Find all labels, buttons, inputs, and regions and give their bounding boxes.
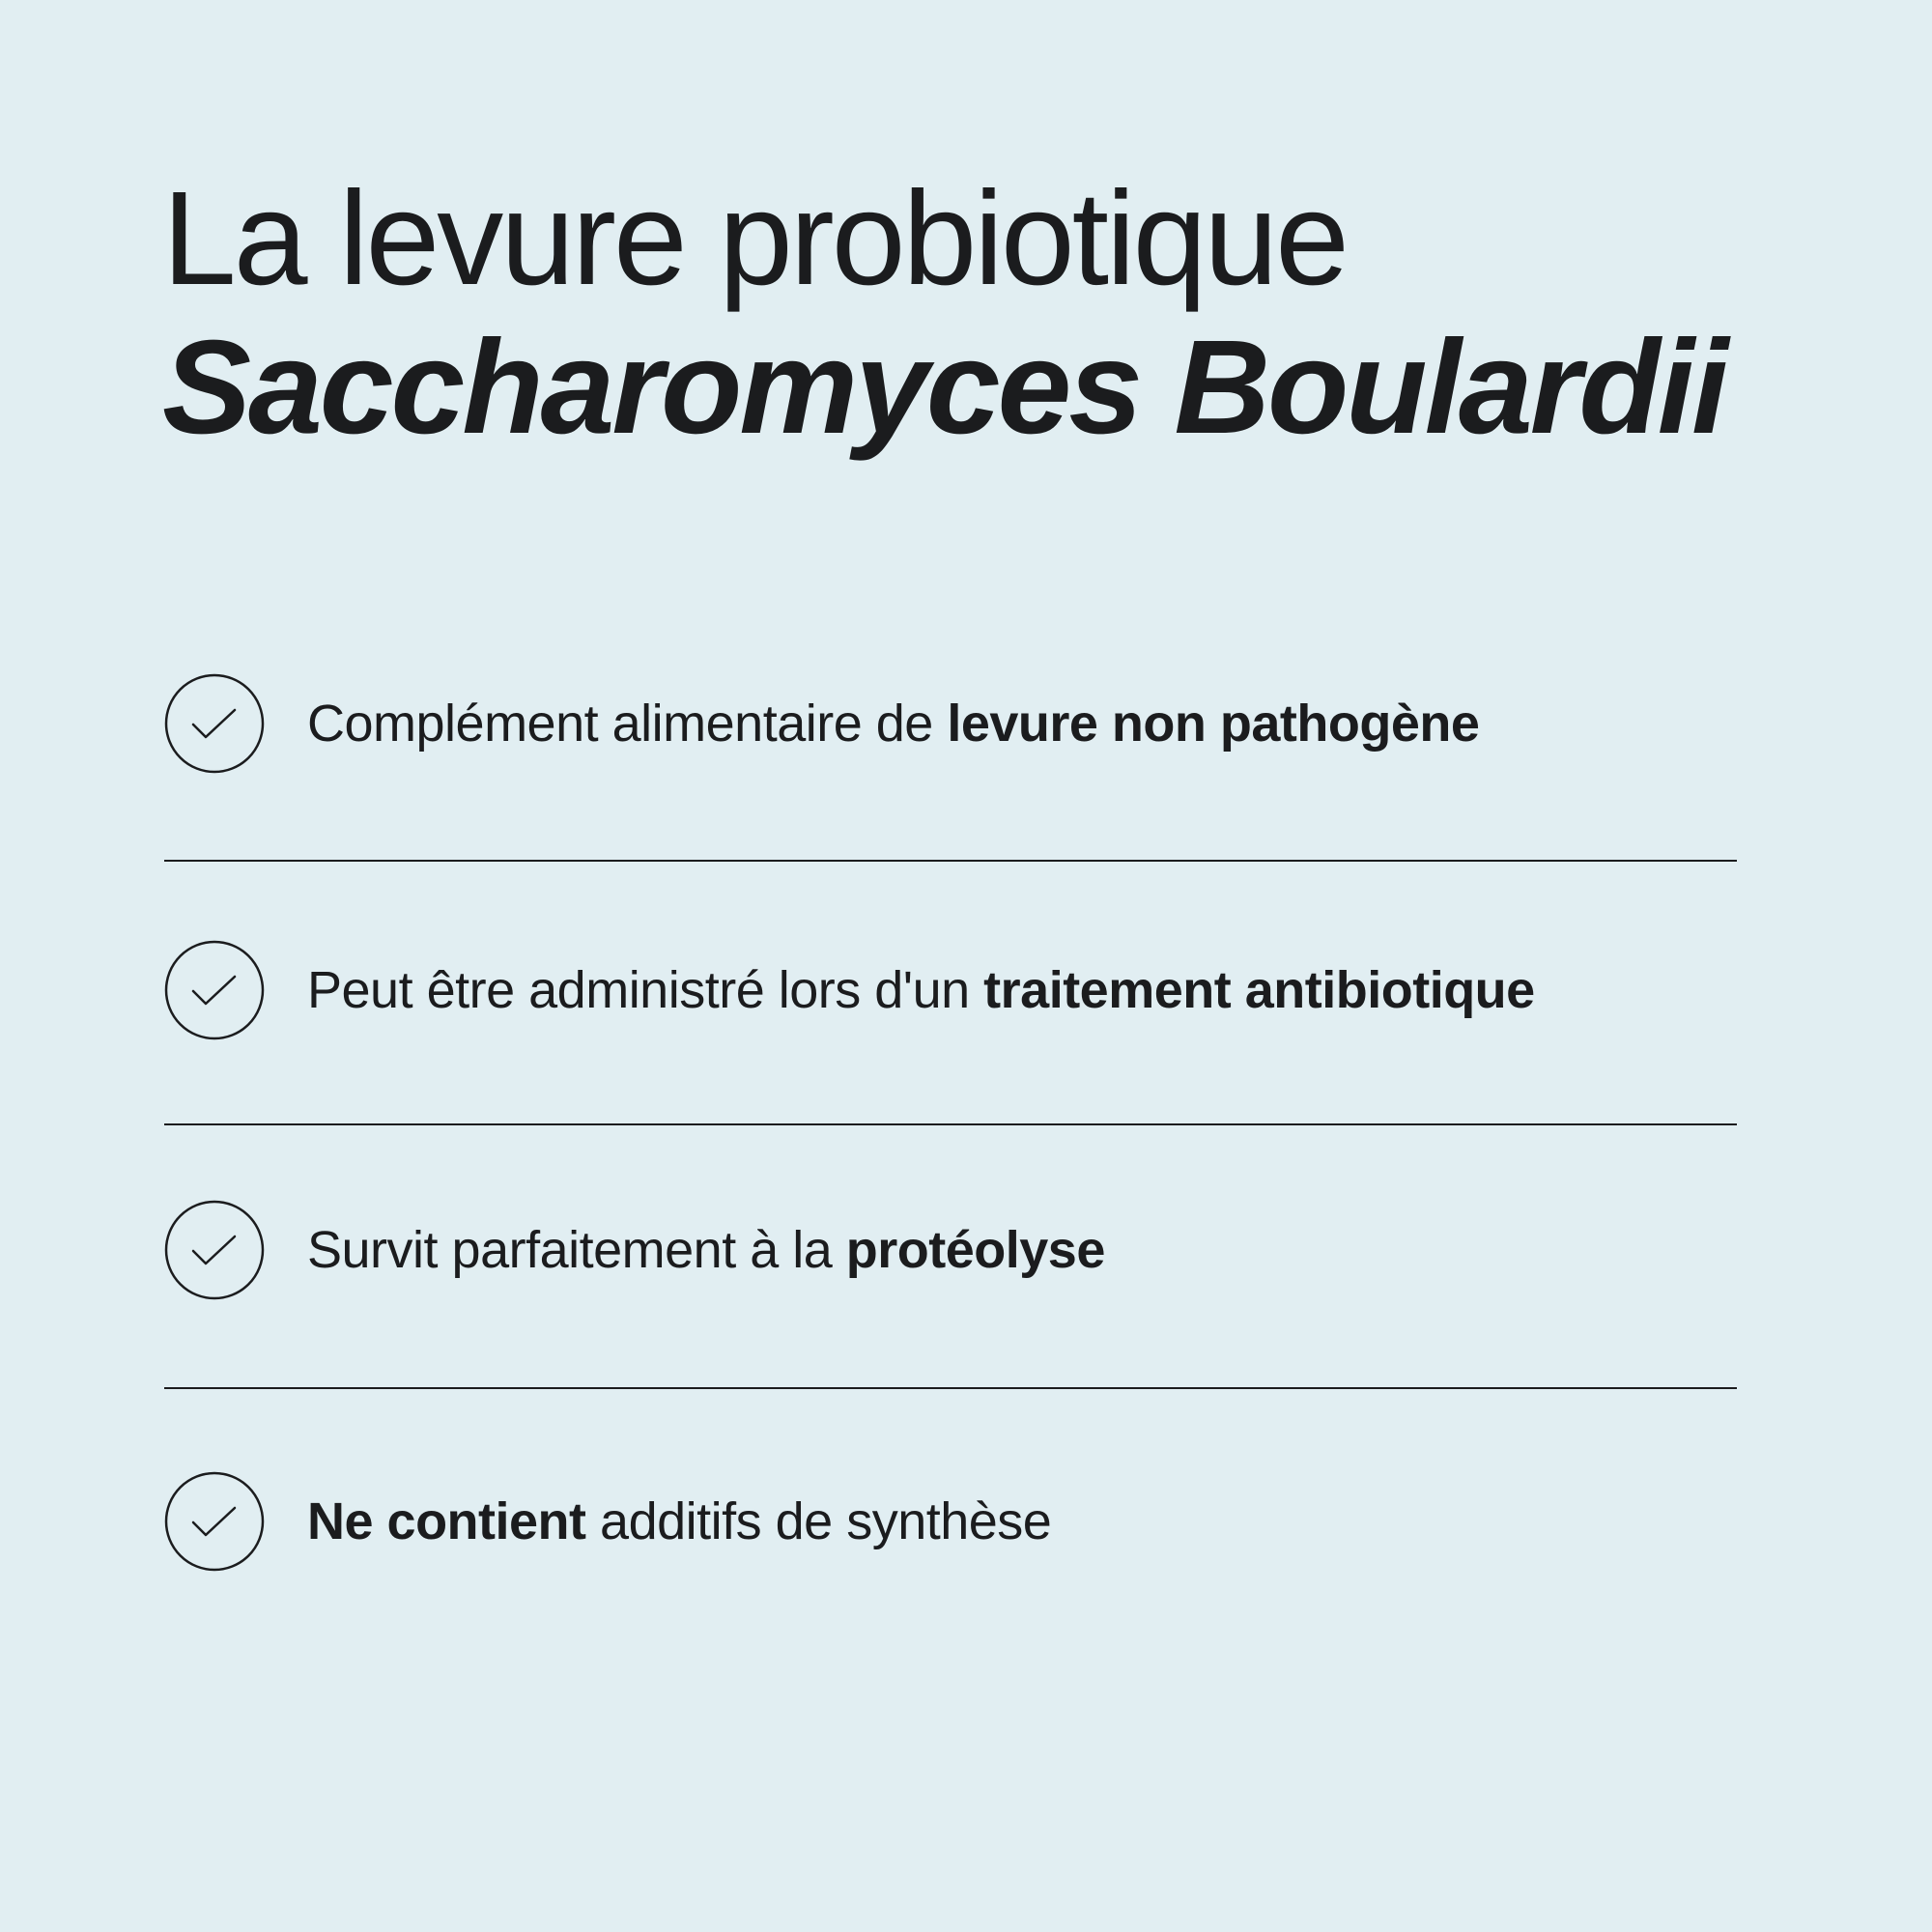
feature-text <box>307 960 1535 1020</box>
feature-text-regular: Complément alimentaire de <box>307 695 948 753</box>
check-circle-icon <box>164 673 265 774</box>
page-title <box>162 164 1726 462</box>
feature-text-bold: Ne contient <box>307 1492 586 1550</box>
feature-text <box>307 694 1479 753</box>
feature-text-bold: protéolyse <box>845 1221 1105 1279</box>
feature-item <box>164 673 1737 774</box>
feature-text-bold: levure non pathogène <box>947 695 1480 753</box>
feature-item <box>164 1471 1737 1572</box>
feature-text-bold: traitement antibiotique <box>983 961 1535 1019</box>
feature-item <box>164 940 1737 1040</box>
feature-text <box>307 1492 1051 1551</box>
title-line-2: Saccharomyces Boulardii <box>162 313 1726 462</box>
check-circle-icon <box>164 1471 265 1572</box>
check-circle-icon <box>164 940 265 1040</box>
check-circle-icon <box>164 1200 265 1300</box>
divider <box>164 1123 1737 1125</box>
divider <box>164 860 1737 862</box>
title-line-1: La levure probiotique <box>162 164 1347 313</box>
feature-text <box>307 1220 1105 1280</box>
feature-text-regular: Survit parfaitement à la <box>307 1221 846 1279</box>
feature-text-regular: additifs de synthèse <box>585 1492 1052 1550</box>
feature-text-regular: Peut être administré lors d'un <box>307 961 984 1019</box>
feature-item <box>164 1200 1737 1300</box>
divider <box>164 1387 1737 1389</box>
